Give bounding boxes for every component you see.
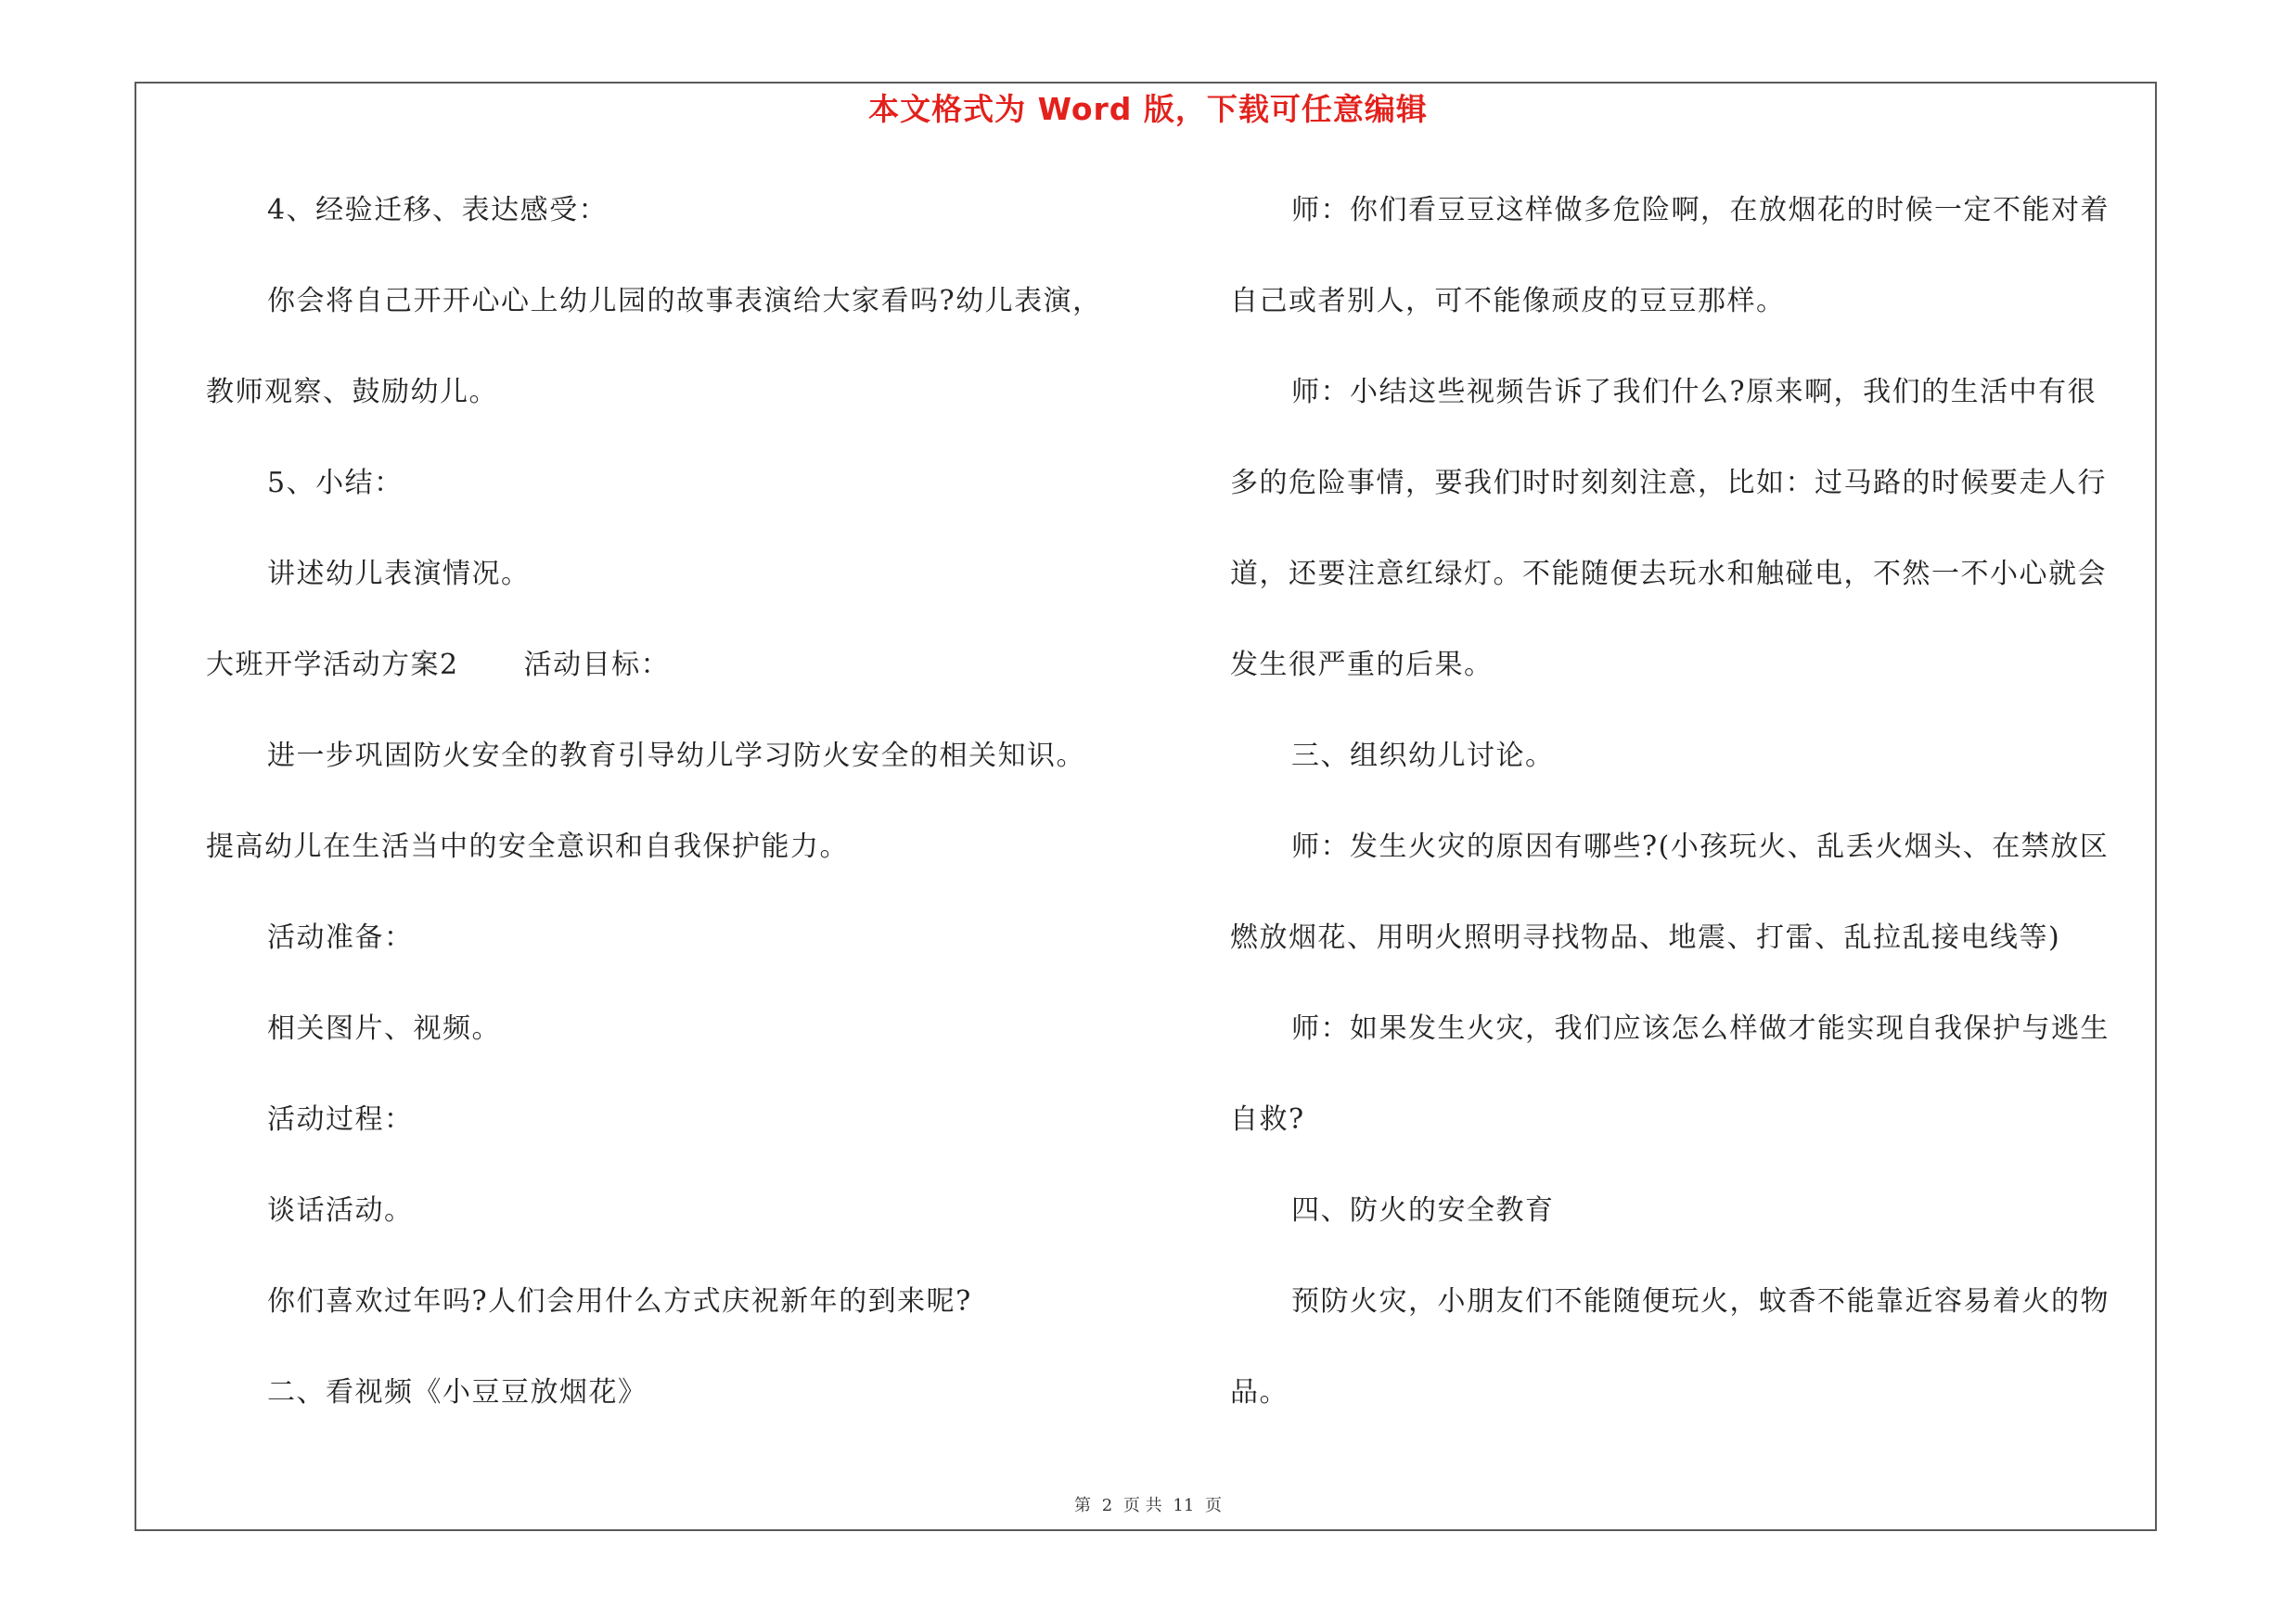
line-text: 师：如果发生火灾，我们应该怎么样做才能实现自我保护与逃生 <box>1291 1012 2110 1045</box>
line-text: 5、小结： <box>267 467 404 499</box>
paragraph-line <box>1230 1100 2148 1191</box>
line-text: 进一步巩固防火安全的教育引导幼儿学习防火安全的相关知识。 <box>267 740 1085 772</box>
line-text: 谈话活动。 <box>267 1194 414 1227</box>
paragraph-line <box>206 281 1222 372</box>
paragraph-line <box>1230 281 2148 372</box>
footer-prefix: 第 <box>1073 1496 1091 1515</box>
paragraph-line <box>206 827 1222 918</box>
line-text: 发生很严重的后果。 <box>1230 649 1494 681</box>
paragraph-line <box>206 372 1222 463</box>
paragraph-line <box>1230 918 2148 1009</box>
paragraph-line <box>1230 554 2148 645</box>
paragraph-line <box>206 1009 1222 1100</box>
line-text: 自己或者别人，可不能像顽皮的豆豆那样。 <box>1230 285 1786 317</box>
paragraph-line <box>1230 1372 2148 1463</box>
paragraph-line <box>1230 463 2148 554</box>
line-text: 师：小结这些视频告诉了我们什么?原来啊，我们的生活中有很 <box>1291 376 2097 408</box>
paragraph-line <box>206 554 1222 645</box>
line-text: 燃放烟花、用明火照明寻找物品、地震、打雷、乱拉乱接电线等) <box>1230 921 2061 954</box>
line-text: 二、看视频《小豆豆放烟花》 <box>267 1376 648 1409</box>
right-column <box>1230 190 2148 1463</box>
paragraph-line <box>206 463 1222 554</box>
paragraph-line <box>1230 1191 2148 1282</box>
line-text: 师：发生火灾的原因有哪些?(小孩玩火、乱丢火烟头、在禁放区 <box>1291 831 2110 863</box>
left-column <box>206 190 1222 1463</box>
line-text: 自救? <box>1230 1103 1305 1136</box>
line-text-secondary: 活动目标： <box>523 649 671 681</box>
line-text: 多的危险事情，要我们时时刻刻注意，比如：过马路的时候要走人行 <box>1230 467 2107 499</box>
footer-mid: 页 共 <box>1122 1496 1162 1515</box>
paragraph-line <box>206 736 1222 827</box>
line-text: 道，还要注意红绿灯。不能随便去玩水和触碰电，不然一不小心就会 <box>1230 558 2107 590</box>
paragraph-line <box>206 190 1222 281</box>
footer-current-page: 2 <box>1101 1496 1113 1515</box>
line-text: 提高幼儿在生活当中的安全意识和自我保护能力。 <box>206 831 849 863</box>
line-text: 相关图片、视频。 <box>267 1012 501 1045</box>
paragraph-line <box>206 1372 1222 1463</box>
line-text: 三、组织幼儿讨论。 <box>1291 740 1555 772</box>
line-text: 4、经验迁移、表达感受： <box>267 194 609 226</box>
paragraph-line <box>206 1191 1222 1282</box>
line-text: 师：你们看豆豆这样做多危险啊，在放烟花的时候一定不能对着 <box>1291 194 2110 226</box>
page-footer <box>0 1492 2296 1516</box>
footer-total-pages: 11 <box>1173 1496 1195 1515</box>
line-text: 品。 <box>1230 1376 1289 1409</box>
paragraph-line <box>206 1100 1222 1191</box>
line-text: 你们喜欢过年吗?人们会用什么方式庆祝新年的到来呢? <box>267 1285 972 1318</box>
paragraph-line <box>1230 190 2148 281</box>
paragraph-line <box>206 645 1222 736</box>
paragraph-line <box>206 1282 1222 1372</box>
line-text: 活动过程： <box>267 1103 414 1136</box>
paragraph-line <box>1230 736 2148 827</box>
line-text: 活动准备： <box>267 921 414 954</box>
line-text: 预防火灾，小朋友们不能随便玩火，蚊香不能靠近容易着火的物 <box>1291 1285 2110 1318</box>
paragraph-line <box>1230 1009 2148 1100</box>
footer-suffix: 页 <box>1205 1496 1223 1515</box>
document-banner: 本文格式为 Word 版，下载可任意编辑 <box>868 91 1428 127</box>
line-text: 讲述幼儿表演情况。 <box>267 558 531 590</box>
paragraph-line <box>1230 1282 2148 1372</box>
paragraph-line <box>206 918 1222 1009</box>
line-text: 四、防火的安全教育 <box>1291 1194 1555 1227</box>
paragraph-line <box>1230 827 2148 918</box>
line-text: 教师观察、鼓励幼儿。 <box>206 376 498 408</box>
line-text: 大班开学活动方案2 <box>206 649 459 681</box>
line-text: 你会将自己开开心心上幼儿园的故事表演给大家看吗?幼儿表演， <box>267 285 1102 317</box>
paragraph-line <box>1230 645 2148 736</box>
paragraph-line <box>1230 372 2148 463</box>
